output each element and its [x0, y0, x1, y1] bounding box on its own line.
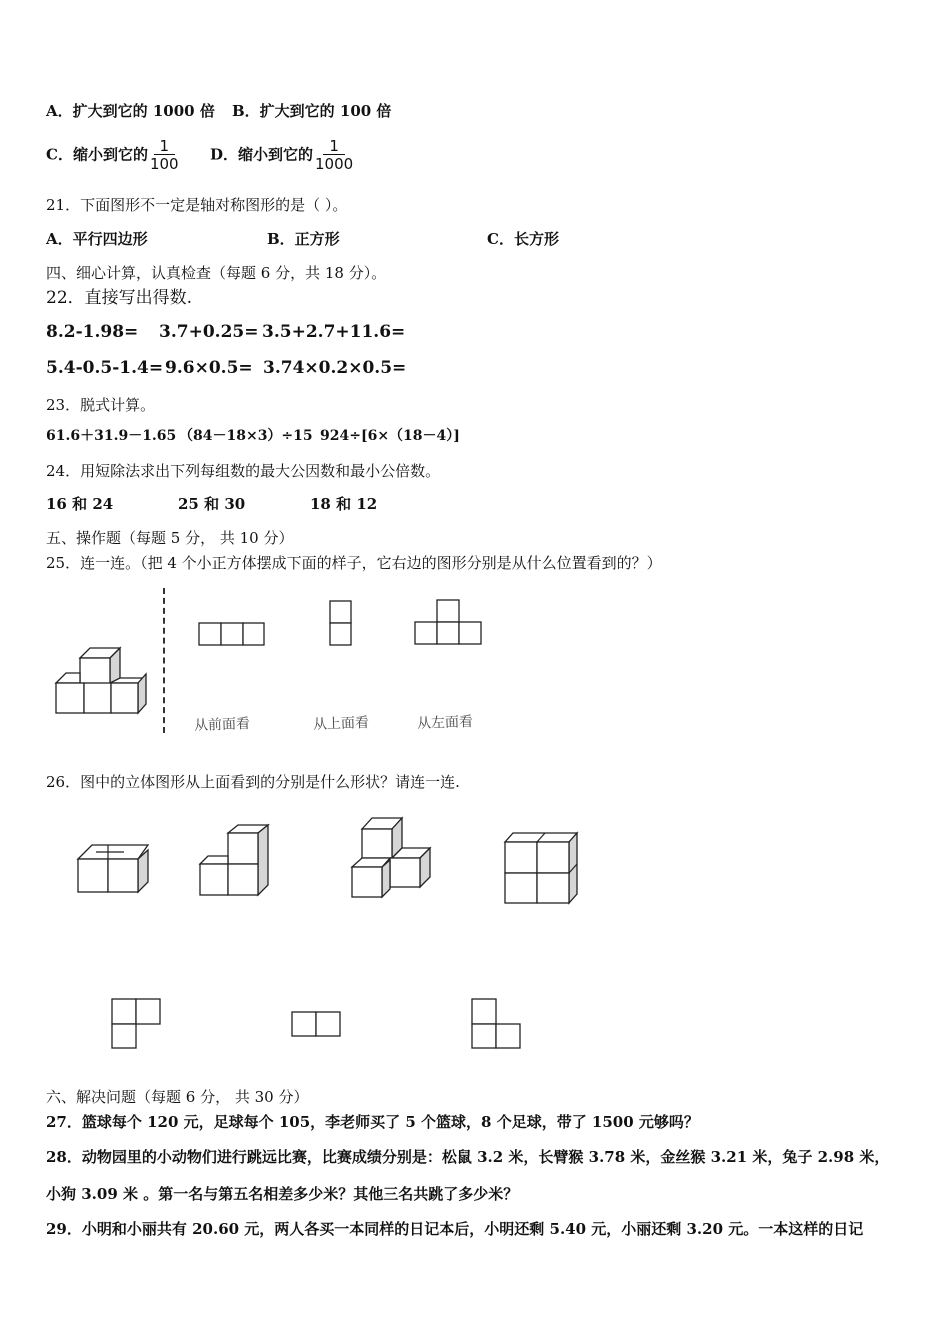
- q22-expr-5: 9.6×0.5=: [165, 358, 253, 378]
- q21-option-a: A．平行四边形: [46, 230, 148, 248]
- question-23: 23．脱式计算。: [46, 396, 156, 414]
- caption-top-view[interactable]: 从上面看: [312, 715, 370, 733]
- solid-figure-1[interactable]: [76, 840, 151, 895]
- fraction-numerator: 1: [323, 138, 345, 155]
- q22-expr-2: 3.7+0.25=: [159, 322, 259, 342]
- option-d: [210, 138, 353, 173]
- section-6-heading: 六、解决问题（每题 6 分， 共 30 分）: [46, 1088, 309, 1106]
- question-28-line-1: 28．动物园里的小动物们进行跳远比赛，比赛成绩分别是：松鼠 3.2 米，长臂猴 3.78 米，金丝猴 3.21 米，兔子 2.98 米，: [46, 1148, 890, 1166]
- top-view-l-shape-right[interactable]: [111, 997, 163, 1051]
- q24-pair-3: 18 和 12: [310, 495, 378, 513]
- fraction-1-1000: [315, 138, 353, 173]
- q23-expr-3: 924÷[6×（18－4）]: [320, 428, 460, 444]
- q22-expr-6: 3.74×0.2×0.5=: [263, 358, 407, 378]
- view-t-shape[interactable]: [414, 599, 482, 645]
- question-21: 21．下面图形不一定是轴对称图形的是（ ）。: [46, 196, 348, 214]
- question-27: 27．篮球每个 120 元，足球每个 105，李老师买了 5 个篮球，8 个足球，带了 1500 元够吗？: [46, 1113, 699, 1131]
- q23-expr-1: 61.6＋31.9－1.65: [46, 428, 177, 444]
- dashed-divider: [163, 588, 165, 733]
- option-a: A．扩大到它的 1000 倍: [46, 102, 215, 120]
- option-b: B．扩大到它的 100 倍: [232, 102, 392, 120]
- question-28-line-2: 小狗 3.09 米 。第一名与第五名相差多少米？其他三名共跳了多少米？: [46, 1185, 519, 1203]
- fraction-1-100: [150, 138, 179, 173]
- option-c: [46, 138, 179, 173]
- view-three-in-row[interactable]: [198, 621, 266, 647]
- view-two-stacked[interactable]: [329, 600, 353, 646]
- q22-expr-4: 5.4-0.5-1.4=: [46, 358, 164, 378]
- question-26: 26．图中的立体图形从上面看到的分别是什么形状？请连一连.: [46, 773, 460, 791]
- q24-pair-2: 25 和 30: [178, 495, 246, 513]
- question-24: 24．用短除法求出下列每组数的最大公因数和最小公倍数。: [46, 462, 441, 480]
- question-22: 22．直接写出得数.: [46, 288, 193, 308]
- fraction-numerator: 1: [154, 138, 176, 155]
- option-c-prefix: C．缩小到它的: [46, 145, 148, 164]
- caption-front-view[interactable]: 从前面看: [193, 716, 251, 734]
- solid-figure-3[interactable]: [350, 815, 435, 900]
- question-25: 25．连一连。（把 4 个小正方体摆成下面的样子，它右边的图形分别是从什么位置看到的？）: [46, 554, 662, 572]
- solid-figure-2[interactable]: [198, 823, 273, 898]
- solid-figure-4[interactable]: [503, 830, 581, 908]
- q21-option-c: C．长方形: [487, 230, 559, 248]
- q23-expr-2: （84－18×3）÷15: [179, 428, 313, 444]
- fraction-denominator: 100: [149, 155, 179, 173]
- section-4-heading: 四、细心计算，认真检查（每题 6 分，共 18 分）。: [46, 264, 387, 282]
- q21-option-b: B．正方形: [267, 230, 340, 248]
- caption-left-view[interactable]: 从左面看: [416, 714, 474, 732]
- option-d-prefix: D．缩小到它的: [210, 145, 314, 164]
- q22-expr-3: 3.5+2.7+11.6=: [262, 322, 406, 342]
- top-view-two-in-row[interactable]: [291, 1010, 343, 1038]
- question-29: 29．小明和小丽共有 20.60 元，两人各买一本同样的日记本后，小明还剩 5.40 元，小丽还剩 3.20 元。一本这样的日记: [46, 1220, 864, 1238]
- top-view-l-shape-bottom[interactable]: [470, 997, 524, 1051]
- fraction-denominator: 1000: [315, 155, 354, 173]
- cube-stack-figure: [50, 640, 155, 720]
- q24-pair-1: 16 和 24: [46, 495, 114, 513]
- section-5-heading: 五、操作题（每题 5 分， 共 10 分）: [46, 529, 294, 547]
- q22-expr-1: 8.2-1.98=: [46, 322, 139, 342]
